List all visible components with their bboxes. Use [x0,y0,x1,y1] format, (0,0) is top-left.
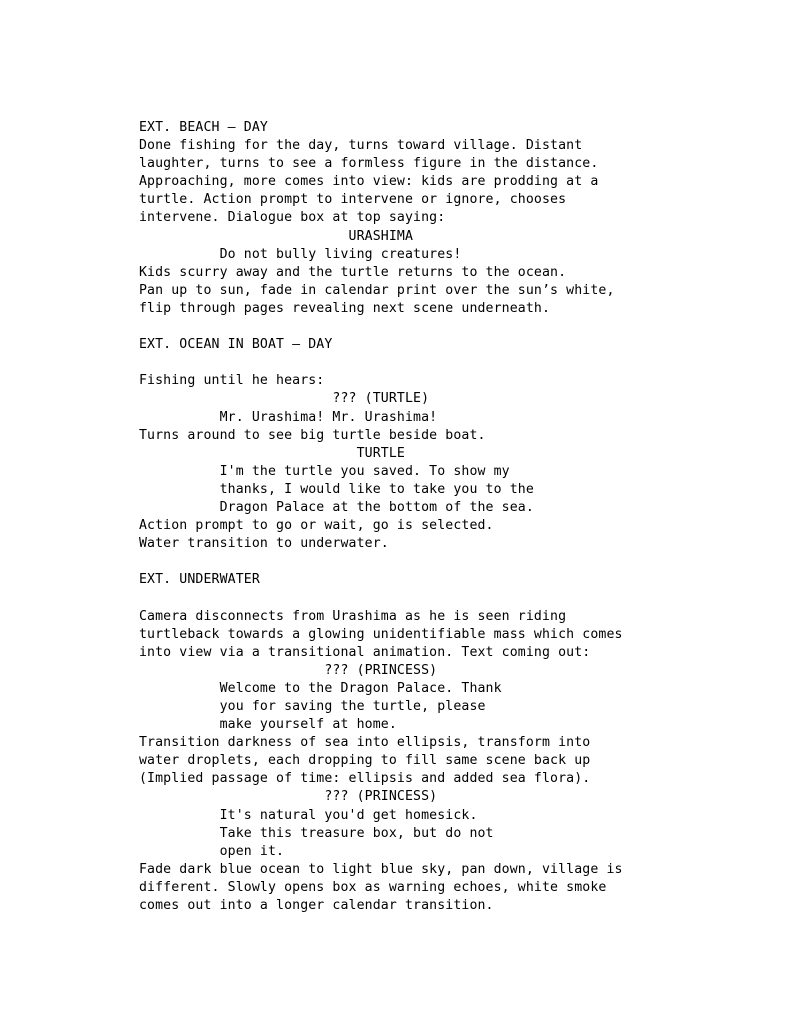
action-line: laughter, turns to see a formless figure in the distance. [139,156,599,172]
character-cue: ??? (TURTLE) [139,391,430,407]
action-line: Kids scurry away and the turtle returns to the ocean. [139,264,567,280]
scene-heading: EXT. UNDERWATER [139,572,260,588]
dialogue-line: I'm the turtle you saved. To show my [139,463,510,479]
scene-heading: EXT. OCEAN IN BOAT – DAY [139,337,333,353]
action-line: different. Slowly opens box as warning echoes, white smoke [139,879,607,895]
action-line: into view via a transitional animation. Text coming out: [139,644,591,660]
action-line: Turns around to see big turtle beside boat. [139,427,486,443]
action-line: turtleback towards a glowing unidentifiable mass which comes [139,626,623,642]
action-line: Fishing until he hears: [139,373,325,389]
blank-line [139,589,739,607]
action-line: Transition darkness of sea into ellipsis, transform into [139,735,591,751]
scene-heading: EXT. BEACH – DAY [139,120,268,135]
dialogue-line: Dragon Palace at the bottom of the sea. [139,499,534,515]
action-line: turtle. Action prompt to intervene or ignore, chooses [139,192,567,208]
dialogue-line: Mr. Urashima! Mr. Urashima! [139,409,438,425]
action-line: Done fishing for the day, turns toward village. Distant [139,138,583,154]
action-line: intervene. Dialogue box at top saying: [139,210,446,226]
action-line: water droplets, each dropping to fill same scene back up [139,753,591,769]
dialogue-line: Take this treasure box, but do not [139,825,494,841]
dialogue-line: open it. [139,843,285,859]
dialogue-line: thanks, I would like to take you to the [139,481,534,497]
action-line: Approaching, more comes into view: kids are prodding at a [139,174,599,190]
screenplay-body [139,119,739,915]
action-line: Water transition to underwater. [139,536,389,552]
action-line: Fade dark blue ocean to light blue sky, pan down, village is [139,861,623,877]
character-cue: ??? (PRINCESS) [139,662,438,678]
character-cue: ??? (PRINCESS) [139,789,438,805]
character-cue: URASHIMA [139,228,414,244]
dialogue-line: It's natural you'd get homesick. [139,807,478,823]
dialogue-line: Welcome to the Dragon Palace. Thank [139,680,502,696]
dialogue-line: make yourself at home. [139,717,397,733]
blank-line [139,354,739,372]
action-line: (Implied passage of time: ellipsis and added sea flora). [139,771,591,787]
dialogue-line: Do not bully living creatures! [139,246,462,262]
action-line: comes out into a longer calendar transition. [139,898,494,914]
action-line: Action prompt to go or wait, go is selected. [139,518,494,534]
action-line: Camera disconnects from Urashima as he is seen riding [139,608,567,624]
action-line: Pan up to sun, fade in calendar print over the sun’s white, [139,282,615,298]
dialogue-line: you for saving the turtle, please [139,699,486,714]
blank-line [139,553,739,571]
action-line: flip through pages revealing next scene underneath. [139,300,551,316]
character-cue: TURTLE [139,445,405,461]
blank-line [139,318,739,336]
